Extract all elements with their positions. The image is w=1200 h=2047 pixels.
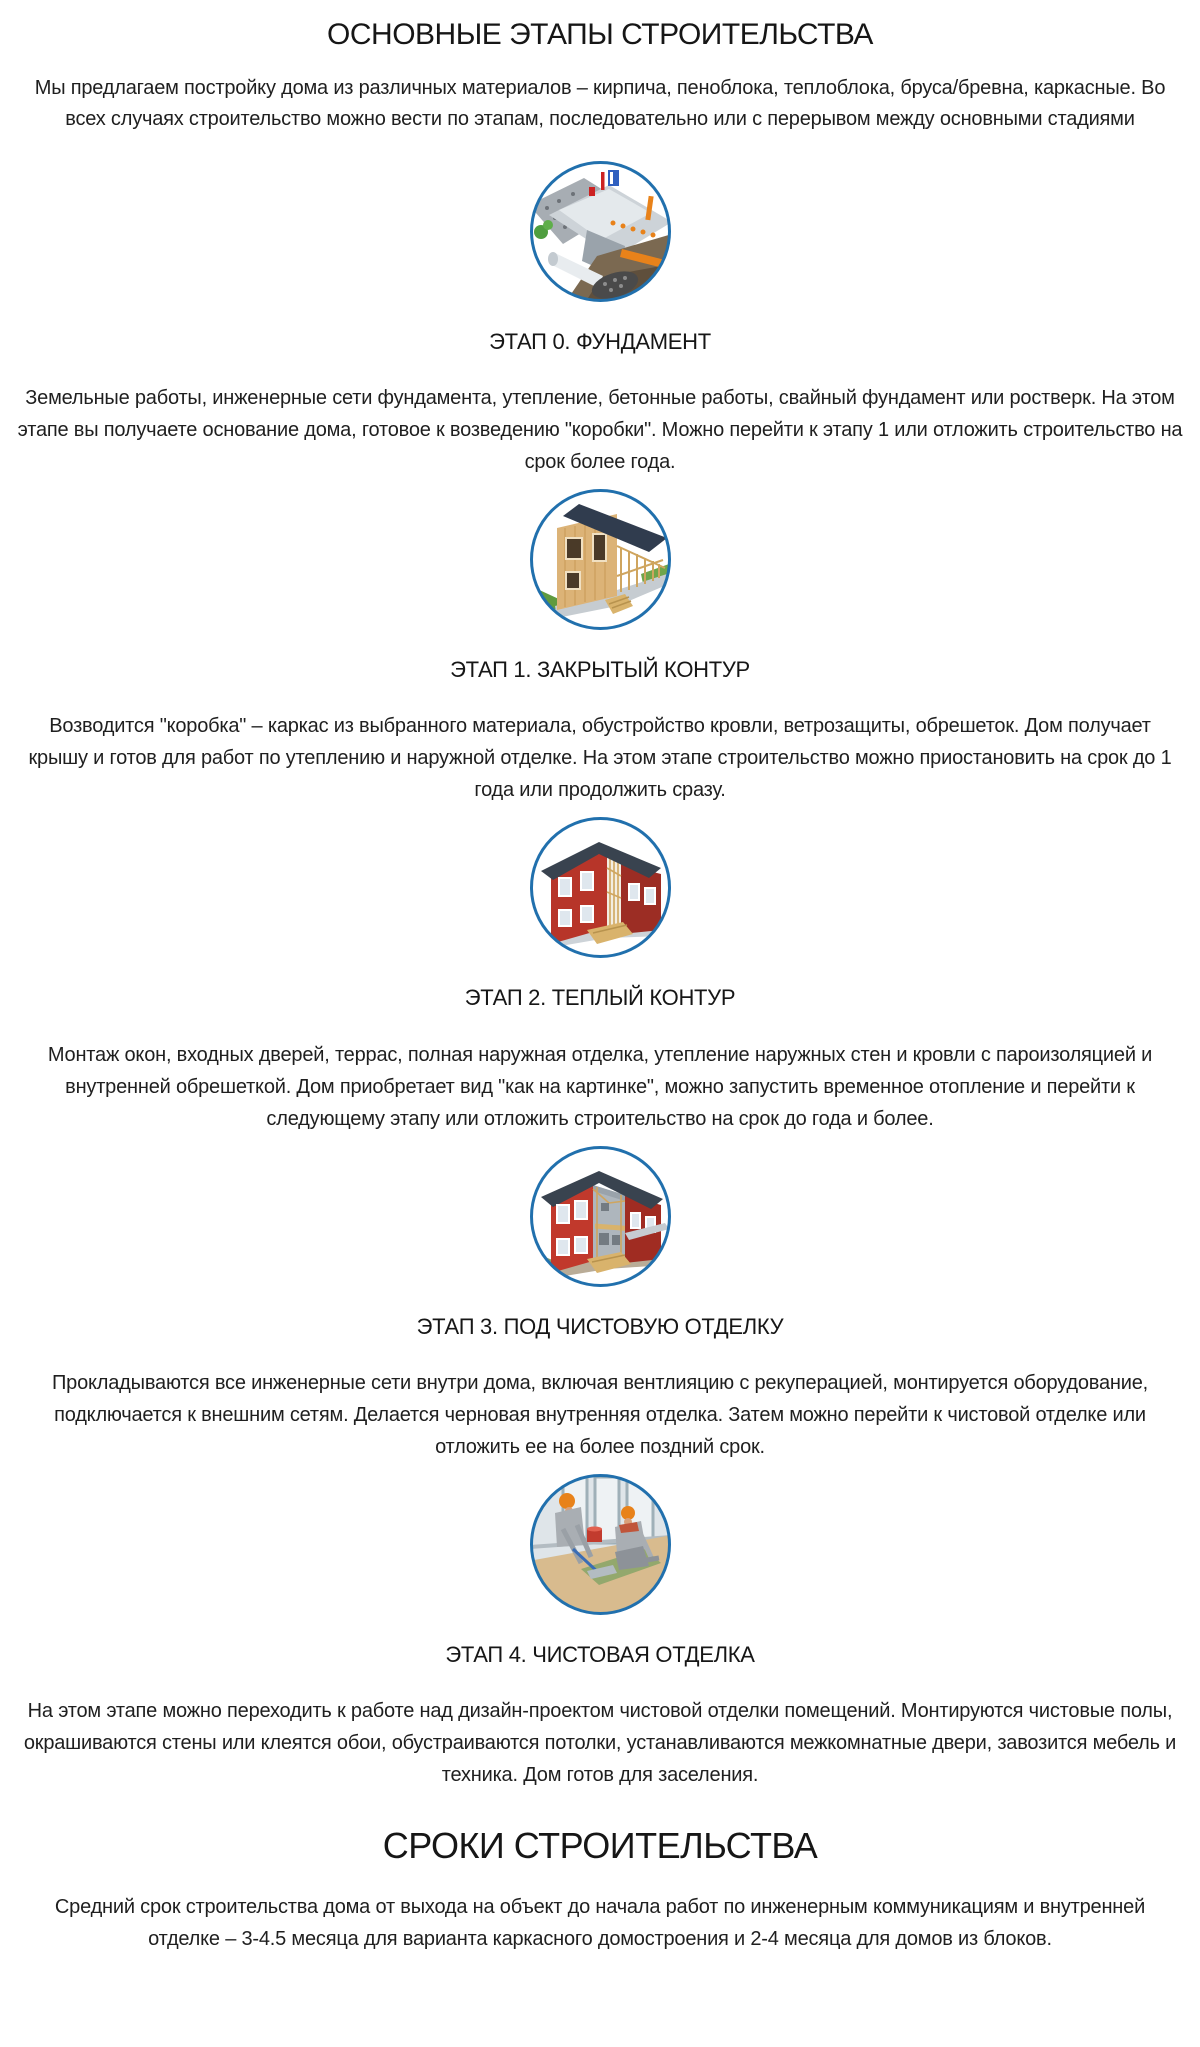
stage-4-description: На этом этапе можно переходить к работе над дизайн-проектом чистовой отделки помещений. Монтируются чистовые полы, окрашиваются стены или клеятся обои, обустраиваются потолки, устанавливаются межкомнатные двери, завозится мебель и техника. Дом готов для заселения. bbox=[23, 1700, 1177, 1787]
foundation-image bbox=[529, 160, 672, 303]
stage-1-description: Возводится "коробка" – каркас из выбранного материала, обустройство кровли, ветрозащиты, обрешеток. Дом получает крышу и готов для работ по утеплению и наружной отделке. На этом этапе строительство можно приостановить на срок до 1 года или продолжить сразу. bbox=[28, 715, 1172, 802]
pre-finish-house-image bbox=[529, 1145, 672, 1288]
terms-section bbox=[0, 1825, 1200, 1954]
stage-0-heading: ЭТАП 0. ФУНДАМЕНТ bbox=[489, 328, 711, 354]
stage-0-description: Земельные работы, инженерные сети фундамента, утепление, бетонные работы, свайный фундамент или ростверк. На этом этапе вы получаете основание дома, готовое к возведению "коробки". Можно перейти к этапу 1 или отложить строительство на срок более года. bbox=[17, 386, 1183, 473]
warm-contour-house-image bbox=[529, 816, 672, 959]
frame-house-image bbox=[529, 488, 672, 631]
stage-section-1 bbox=[0, 488, 1200, 806]
stage-3-description: Прокладываются все инженерные сети внутри дома, включая вентлияцию с рекуперацией, монтируется оборудование, подключается к внешним сетям. Делается черновая внутренняя отделка. Затем можно перейти к чистовой отделке или отложить ее на более поздний срок. bbox=[51, 1371, 1148, 1458]
stage-2-description: Монтаж окон, входных дверей, террас, полная наружная отделка, утепление наружных стен и кровли с пароизоляцией и внутренней обрешеткой. Дом приобретает вид "как на картинке", можно запустить временное отопление и перейти к следующему этапу или отложить строительство на срок до года и более. bbox=[47, 1043, 1153, 1130]
intro-paragraph: Мы предлагаем постройку дома из различных материалов – кирпича, пеноблока, теплоблока, бруса/бревна, каркасные. Во всех случаях строительство можно вести по этапам, последовательно или с перерывом между основными стадиями bbox=[34, 76, 1166, 131]
stage-2-heading: ЭТАП 2. ТЕПЛЫЙ КОНТУР bbox=[464, 985, 736, 1011]
stage-4-heading: ЭТАП 4. ЧИСТОВАЯ ОТДЕЛКА bbox=[445, 1641, 755, 1667]
page-title: ОСНОВНЫЕ ЭТАПЫ СТРОИТЕЛЬСТВА bbox=[327, 18, 873, 51]
terms-heading: СРОКИ СТРОИТЕЛЬСТВА bbox=[382, 1825, 818, 1867]
stage-section-4 bbox=[0, 1473, 1200, 1791]
stage-section-2 bbox=[0, 816, 1200, 1134]
finish-workers-image bbox=[529, 1473, 672, 1616]
stage-section-0 bbox=[0, 160, 1200, 478]
stage-section-3 bbox=[0, 1145, 1200, 1463]
terms-paragraph: Средний срок строительства дома от выхода на объект до начала работ по инженерным коммуникациям и внутренней отделке – 3-4.5 месяца для варианта каркасного домостроения и 2-4 месяца для домов из блоков. bbox=[54, 1895, 1146, 1950]
stage-3-heading: ЭТАП 3. ПОД ЧИСТОВУЮ ОТДЕЛКУ bbox=[416, 1313, 784, 1339]
stage-1-heading: ЭТАП 1. ЗАКРЫТЫЙ КОНТУР bbox=[450, 656, 750, 682]
